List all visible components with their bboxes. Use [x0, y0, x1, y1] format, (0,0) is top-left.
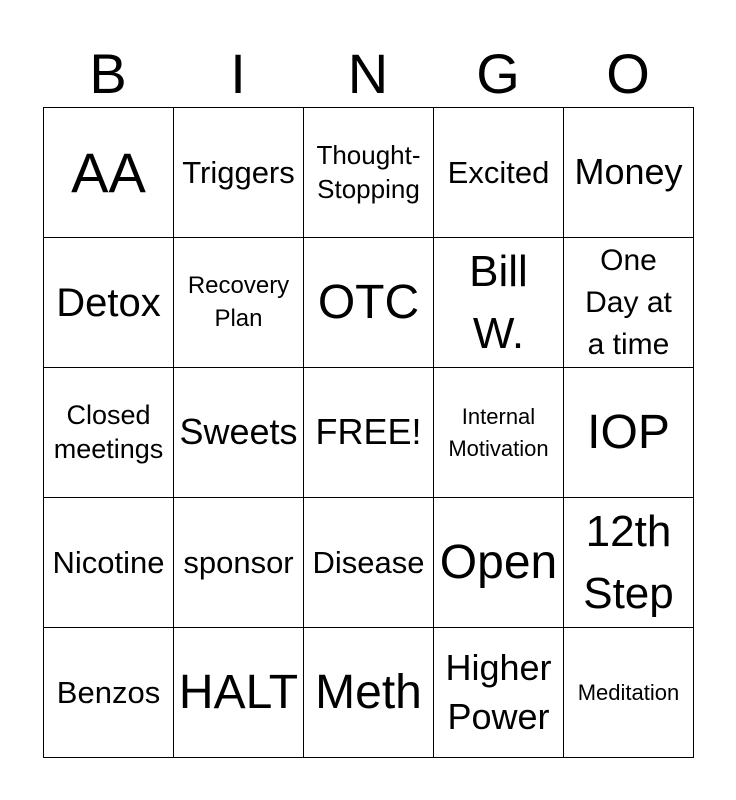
bingo-cell[interactable]: AA: [44, 108, 174, 238]
bingo-cell[interactable]: OTC: [304, 238, 434, 368]
bingo-cell[interactable]: Meditation: [564, 628, 694, 758]
header-letter-o: O: [606, 42, 650, 105]
bingo-cell[interactable]: Sweets: [174, 368, 304, 498]
bingo-cell[interactable]: Disease: [304, 498, 434, 628]
bingo-cell[interactable]: Closed meetings: [44, 368, 174, 498]
bingo-cell[interactable]: Higher Power: [434, 628, 564, 758]
bingo-cell[interactable]: IOP: [564, 368, 694, 498]
header-letter-i: I: [230, 42, 246, 105]
header-letter-g: G: [476, 42, 520, 105]
bingo-cell[interactable]: Recovery Plan: [174, 238, 304, 368]
bingo-cell[interactable]: Internal Motivation: [434, 368, 564, 498]
bingo-cell[interactable]: Nicotine: [44, 498, 174, 628]
bingo-cell[interactable]: Open: [434, 498, 564, 628]
bingo-cell[interactable]: Meth: [304, 628, 434, 758]
header-letter-n: N: [347, 42, 389, 105]
bingo-cell[interactable]: Triggers: [174, 108, 304, 238]
bingo-cell[interactable]: Benzos: [44, 628, 174, 758]
free-space-cell[interactable]: FREE!: [304, 368, 434, 498]
bingo-cell[interactable]: Money: [564, 108, 694, 238]
bingo-cell[interactable]: Thought- Stopping: [304, 108, 434, 238]
bingo-cell[interactable]: 12th Step: [564, 498, 694, 628]
bingo-header: [43, 40, 693, 108]
bingo-grid: [43, 107, 694, 758]
bingo-cell[interactable]: One Day at a time: [564, 238, 694, 368]
bingo-cell[interactable]: Bill W.: [434, 238, 564, 368]
bingo-cell[interactable]: sponsor: [174, 498, 304, 628]
bingo-cell[interactable]: Detox: [44, 238, 174, 368]
bingo-cell[interactable]: HALT: [174, 628, 304, 758]
bingo-cell[interactable]: Excited: [434, 108, 564, 238]
header-letter-b: B: [89, 42, 127, 105]
